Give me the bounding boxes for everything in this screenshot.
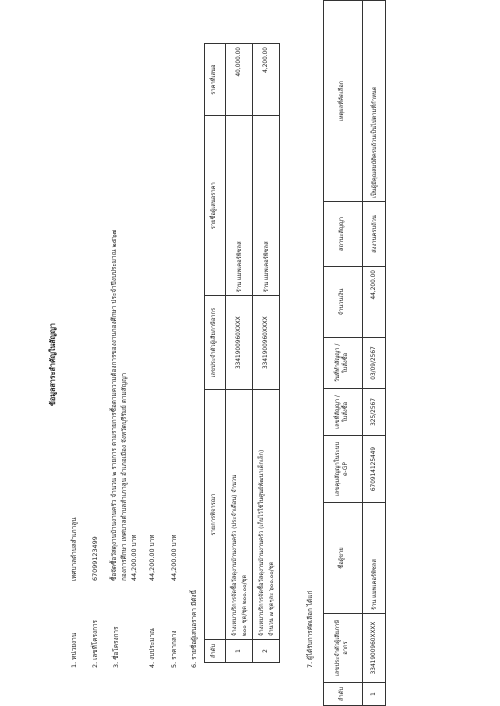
winners-header-reason: เหตุผลที่คัดเลือก xyxy=(324,1,363,202)
field-project-number-value: 67099123499 xyxy=(91,536,99,581)
field-budget-value: 44,200.00 บาท xyxy=(148,534,156,581)
field-project-name-label: 3. ชื่อโครงการ xyxy=(112,626,120,668)
field-agency-label: 1. หน่วยงาน xyxy=(70,632,78,668)
bidder-row-no: 1 xyxy=(226,640,253,663)
field-project-number-label: 2. เลขที่โครงการ xyxy=(91,620,99,668)
bidders-table xyxy=(204,43,280,663)
bidders-header-tax-id: เลขประจำตัวผู้เสียภาษีอากร xyxy=(205,296,226,390)
winners-header-contract-date: วันที่ทำสัญญา / ใบสั่งซื้อ xyxy=(324,338,363,389)
winners-header-status: สถานะสัญญา xyxy=(324,202,363,267)
table-row xyxy=(226,44,253,663)
winners-header-tax-id: เลขประจำตัวผู้เสียภาษีอากร xyxy=(324,614,363,683)
winners-table xyxy=(323,0,386,706)
bidders-header-no: ลำดับ xyxy=(205,640,226,663)
bidder-row-item-line1: จ้างเหมาบริการจัดซื้อวัสดุงานบ้านงานครัว (เก็บไว้ใช้ในศูนย์พัฒนาเด็กเล็ก) xyxy=(259,449,265,637)
bidder-row-tax-id: 3341900960XXXX xyxy=(253,296,280,390)
bidders-header-price: ราคาที่เสนอ xyxy=(205,44,226,116)
winner-row-seller: ร้าน แมพเคอร์พิซลส xyxy=(363,503,386,614)
bidder-row-item-line2: ๒๐๐ ชุด/ชุด ๒๐๐.๐๐/ชุด xyxy=(242,574,248,637)
winner-row-reason: เป็นผู้มีคุณสมบัติครบถ้วนเป็นไปตามที่กำหนด xyxy=(363,1,386,202)
winner-row-status: ส่งงานครบถ้วน xyxy=(363,202,386,267)
field-median-price-value: 44,200.00 บาท xyxy=(170,534,178,581)
winners-header-egp-number: เลขคุมสัญญาในระบบ e-GP xyxy=(324,436,363,503)
bidder-row-item xyxy=(253,390,280,640)
bidder-row-item-line1: จ้างเหมาบริการจัดซื้อวัสดุงานบ้านงานครัว (ประจำเดือน) จำนวน xyxy=(232,474,238,637)
winners-header-no: ลำดับ xyxy=(324,683,363,706)
bidder-row-tax-id: 3341900960XXXX xyxy=(226,296,253,390)
field-bidders-heading: 6. รายชื่อผู้เสนอราคา มีดังนี้ xyxy=(190,590,198,668)
field-agency-value: เทศบาลตำบลสำเภาลูน xyxy=(70,517,78,581)
winners-header-seller: ชื่อผู้ขาย xyxy=(324,503,363,614)
field-budget-label: 4. งบประมาณ xyxy=(148,628,156,668)
winner-row-egp-number: 670914125449 xyxy=(363,436,386,503)
bidder-row-price: 4,200.00 xyxy=(253,44,280,116)
bidders-header-item: รายการพิจารณา xyxy=(205,390,226,640)
winners-header-amount: จำนวนเงิน xyxy=(324,267,363,338)
bidder-row-price: 40,000.00 xyxy=(226,44,253,116)
field-median-price-label: 5. ราคากลาง xyxy=(170,630,178,668)
winners-header-contract-no: เลขที่สัญญา / ใบสั่งซื้อ xyxy=(324,389,363,436)
document-title: ข้อมูลสาระสำคัญในสัญญา xyxy=(48,323,57,406)
field-project-name-value-line2: กองการศึกษา เทศบาลตำบลสำเภาลูน อำเภอเมือง จังหวัดบุรีรัมย์ ตามสัญญา xyxy=(120,372,128,581)
winners-header-row xyxy=(324,1,363,706)
winner-row-contract-no: 325/2567 xyxy=(363,389,386,436)
winner-row-amount: 44,200.00 xyxy=(363,267,386,338)
table-row xyxy=(363,1,386,706)
bidder-row-name: ร้าน แมพเคอร์พิซลส xyxy=(226,116,253,296)
winner-row-no: 1 xyxy=(363,683,386,706)
field-project-name-value: ซื้อจัดซื้อวัสดุงานบ้านงานครัว จำนวน ๒ รายการ ตามรายการซื้อตามความต้องการของงานกองศึกษา ประจำปีงบประมาณ ๒๕๖๗ xyxy=(110,229,118,581)
table-row xyxy=(253,44,280,663)
winner-row-tax-id: 3341900960XXXX xyxy=(363,614,386,683)
bidders-header-row xyxy=(205,44,226,663)
bidder-row-no: 2 xyxy=(253,640,280,663)
section-7-heading: 7. ผู้ได้รับการคัดเลือก ได้แก่ xyxy=(306,590,314,668)
bidders-header-bidder-name: รายชื่อผู้เสนอราคา xyxy=(205,116,226,296)
winner-row-contract-date: 03/09/2567 xyxy=(363,338,386,389)
field-project-budget-inline: 44,200.00 บาท xyxy=(130,534,138,581)
bidder-row-name: ร้าน แมพเคอร์พิซลส xyxy=(253,116,280,296)
bidder-row-item-line2: จำนวน ๗ ชุดๆละ ๖๐๐.๐๐/ชุด xyxy=(269,561,275,637)
bidder-row-item xyxy=(226,390,253,640)
